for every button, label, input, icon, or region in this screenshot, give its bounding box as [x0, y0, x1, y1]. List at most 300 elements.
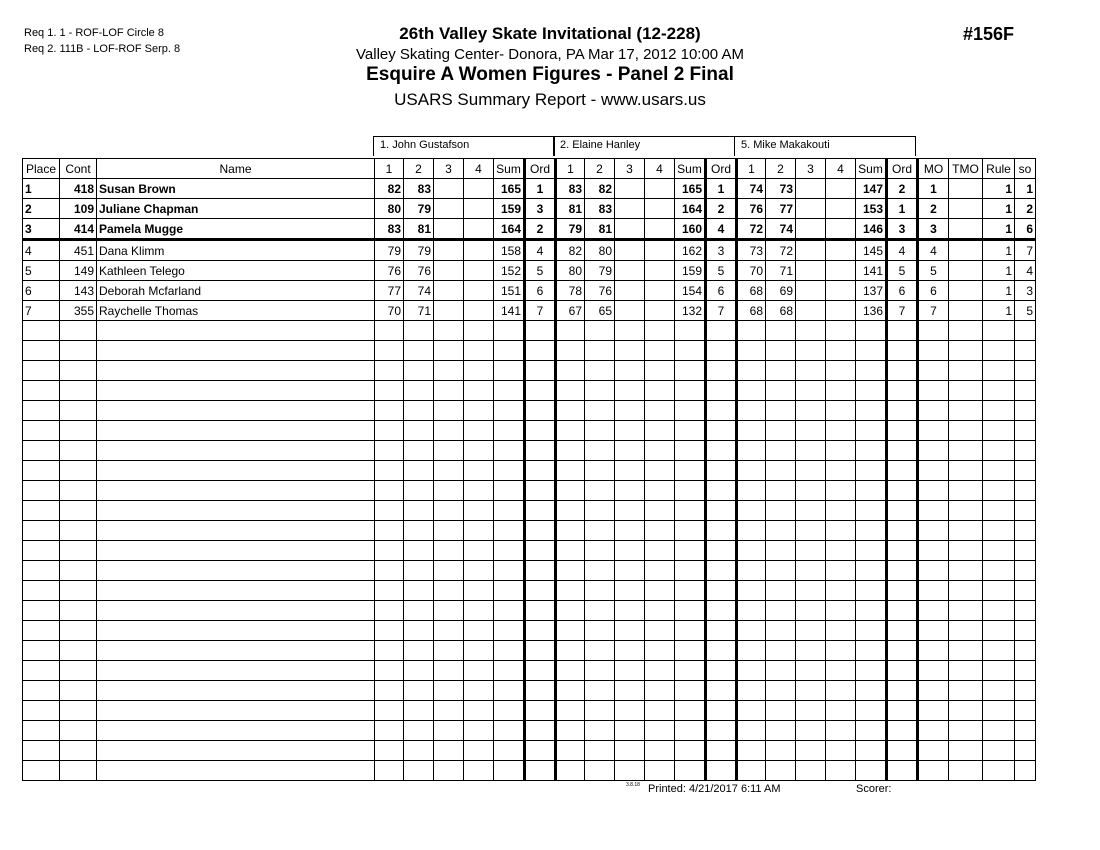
cell-j1-s4 [464, 541, 494, 561]
cell-j3-sum [856, 421, 887, 441]
cell-j3-ord: 6 [887, 281, 918, 301]
cell-j2-s2: 81 [585, 219, 615, 240]
cell-j1-s1: 79 [375, 240, 404, 261]
cell-j2-s2 [585, 601, 615, 621]
cell-j1-s2 [404, 461, 434, 481]
cell-j1-s4 [464, 561, 494, 581]
cell-j2-s3 [615, 741, 645, 761]
cell-j2-s1 [556, 721, 585, 741]
cell-j1-s3 [434, 721, 464, 741]
cell-j2-ord [706, 561, 737, 581]
cell-cont [60, 601, 97, 621]
cell-j2-sum: 159 [675, 261, 706, 281]
cell-name [97, 641, 375, 661]
cell-j1-s3 [434, 461, 464, 481]
cell-j3-sum: 136 [856, 301, 887, 321]
cell-j3-ord [887, 641, 918, 661]
cell-j2-s4 [645, 661, 675, 681]
cell-j1-s3 [434, 561, 464, 581]
cell-j1-s2 [404, 501, 434, 521]
cell-j1-s3 [434, 361, 464, 381]
cell-j3-ord: 4 [887, 240, 918, 261]
cell-mo [918, 761, 949, 781]
cell-j3-sum [856, 561, 887, 581]
cell-j1-s1 [375, 361, 404, 381]
cell-rule: 1 [983, 281, 1015, 301]
cell-j1-s4 [464, 301, 494, 321]
cell-j3-sum [856, 501, 887, 521]
cell-place: 7 [23, 301, 60, 321]
cell-j1-s2 [404, 421, 434, 441]
cell-j1-s2: 83 [404, 179, 434, 199]
cell-j1-s4 [464, 681, 494, 701]
cell-j1-s4 [464, 421, 494, 441]
cell-rule [983, 721, 1015, 741]
cell-rule [983, 661, 1015, 681]
cell-j1-s4 [464, 361, 494, 381]
cell-mo [918, 421, 949, 441]
cell-name [97, 421, 375, 441]
cell-place [23, 361, 60, 381]
cell-j1-ord [525, 581, 556, 601]
cell-j2-s2 [585, 421, 615, 441]
cell-j1-sum [494, 361, 525, 381]
cell-j2-ord [706, 521, 737, 541]
cell-j1-s3 [434, 401, 464, 421]
cell-j3-sum [856, 441, 887, 461]
cell-j1-s3 [434, 521, 464, 541]
cell-j3-s4 [826, 501, 856, 521]
cell-name [97, 761, 375, 781]
cell-rule [983, 421, 1015, 441]
table-row [23, 521, 1036, 541]
cell-j3-s4 [826, 321, 856, 341]
cell-place [23, 641, 60, 661]
cell-j2-sum [675, 721, 706, 741]
col-j3-ord: Ord [887, 159, 918, 179]
cell-j2-ord [706, 641, 737, 661]
cell-j3-s4 [826, 601, 856, 621]
table-row [23, 721, 1036, 741]
cell-j3-ord: 3 [887, 219, 918, 240]
cell-mo [918, 741, 949, 761]
cell-mo [918, 621, 949, 641]
cell-j1-s1 [375, 561, 404, 581]
header-row [23, 159, 1036, 179]
table-row [23, 601, 1036, 621]
cell-rule [983, 361, 1015, 381]
cell-j2-s1 [556, 421, 585, 441]
cell-j1-ord [525, 761, 556, 781]
cell-j3-s4 [826, 441, 856, 461]
cell-j2-s1 [556, 341, 585, 361]
cell-j2-s2 [585, 501, 615, 521]
cell-rule: 1 [983, 179, 1015, 199]
cell-tmo [949, 501, 983, 521]
cell-place [23, 421, 60, 441]
cell-cont: 418 [60, 179, 97, 199]
cell-j1-s1 [375, 401, 404, 421]
cell-name [97, 721, 375, 741]
cell-j3-s4 [826, 381, 856, 401]
cell-j2-s4 [645, 741, 675, 761]
cell-so [1015, 601, 1036, 621]
cell-cont [60, 461, 97, 481]
cell-j1-sum [494, 741, 525, 761]
cell-j2-s3 [615, 721, 645, 741]
cell-j1-sum [494, 561, 525, 581]
cell-cont [60, 421, 97, 441]
table-row [23, 240, 1036, 261]
cell-j2-s4 [645, 199, 675, 219]
cell-j2-ord: 7 [706, 301, 737, 321]
cell-j1-s3 [434, 641, 464, 661]
cell-j3-s2 [766, 401, 796, 421]
cell-j1-sum [494, 701, 525, 721]
cell-rule: 1 [983, 199, 1015, 219]
col-so: so [1015, 159, 1036, 179]
cell-j2-s2 [585, 561, 615, 581]
cell-j1-s3 [434, 481, 464, 501]
cell-j3-s4 [826, 461, 856, 481]
cell-j3-s1: 74 [737, 179, 766, 199]
cell-place [23, 521, 60, 541]
cell-j1-s1 [375, 501, 404, 521]
cell-j3-s3 [796, 341, 826, 361]
cell-j1-ord: 4 [525, 240, 556, 261]
cell-j1-s1 [375, 341, 404, 361]
cell-j3-s2: 68 [766, 301, 796, 321]
cell-j3-ord [887, 321, 918, 341]
cell-j1-sum [494, 641, 525, 661]
cell-j1-s1 [375, 461, 404, 481]
cell-mo: 1 [918, 179, 949, 199]
cell-j2-s4 [645, 761, 675, 781]
cell-j3-s2 [766, 701, 796, 721]
cell-j2-s1 [556, 321, 585, 341]
cell-j1-ord [525, 741, 556, 761]
cell-j3-sum [856, 581, 887, 601]
cell-j3-s3 [796, 361, 826, 381]
table-row [23, 361, 1036, 381]
cell-cont [60, 541, 97, 561]
cell-tmo [949, 341, 983, 361]
cell-j2-s2: 65 [585, 301, 615, 321]
cell-j1-ord [525, 321, 556, 341]
cell-j1-s2 [404, 561, 434, 581]
col-tmo: TMO [949, 159, 983, 179]
cell-j3-s1 [737, 621, 766, 641]
cell-place [23, 541, 60, 561]
cell-j2-s2 [585, 701, 615, 721]
cell-j3-s2 [766, 361, 796, 381]
cell-j1-s4 [464, 521, 494, 541]
cell-j1-sum [494, 581, 525, 601]
cell-j2-sum [675, 641, 706, 661]
cell-cont: 109 [60, 199, 97, 219]
cell-tmo [949, 581, 983, 601]
cell-j2-s3 [615, 321, 645, 341]
cell-place [23, 681, 60, 701]
cell-j2-s1: 78 [556, 281, 585, 301]
col-j3-sum: Sum [856, 159, 887, 179]
cell-j3-s1 [737, 321, 766, 341]
cell-j1-s3 [434, 321, 464, 341]
cell-rule: 1 [983, 240, 1015, 261]
cell-j3-s2 [766, 321, 796, 341]
cell-tmo [949, 381, 983, 401]
cell-j2-s2: 83 [585, 199, 615, 219]
cell-j2-s2 [585, 581, 615, 601]
cell-j2-s1 [556, 661, 585, 681]
cell-place [23, 701, 60, 721]
cell-j2-ord: 6 [706, 281, 737, 301]
cell-j2-sum [675, 741, 706, 761]
cell-j2-ord [706, 601, 737, 621]
cell-j1-s1 [375, 741, 404, 761]
cell-mo: 5 [918, 261, 949, 281]
cell-rule [983, 581, 1015, 601]
cell-j3-s2 [766, 521, 796, 541]
cell-cont [60, 361, 97, 381]
col-j1-s1: 1 [375, 159, 404, 179]
cell-j3-sum [856, 721, 887, 741]
cell-j1-s1: 83 [375, 219, 404, 240]
cell-rule: 1 [983, 301, 1015, 321]
cell-cont [60, 481, 97, 501]
cell-j1-s3 [434, 581, 464, 601]
cell-j3-s3 [796, 401, 826, 421]
cell-so [1015, 561, 1036, 581]
cell-j2-s4 [645, 321, 675, 341]
cell-j2-s3 [615, 301, 645, 321]
table-row [23, 461, 1036, 481]
cell-j1-ord [525, 541, 556, 561]
cell-j3-sum [856, 601, 887, 621]
cell-j3-s2 [766, 381, 796, 401]
cell-j1-s2 [404, 621, 434, 641]
cell-tmo [949, 199, 983, 219]
cell-j2-sum: 132 [675, 301, 706, 321]
cell-j3-s4 [826, 240, 856, 261]
cell-j3-s3 [796, 441, 826, 461]
cell-so [1015, 361, 1036, 381]
col-j1-s3: 3 [434, 159, 464, 179]
table-row [23, 179, 1036, 199]
cell-j1-ord [525, 561, 556, 581]
cell-j1-s3 [434, 219, 464, 240]
cell-j1-ord [525, 621, 556, 641]
cell-mo [918, 701, 949, 721]
cell-j3-s4 [826, 361, 856, 381]
cell-j1-s2 [404, 721, 434, 741]
cell-j3-s1 [737, 581, 766, 601]
cell-j2-s4 [645, 621, 675, 641]
cell-place [23, 721, 60, 741]
cell-j2-s2 [585, 461, 615, 481]
cell-j1-s2 [404, 701, 434, 721]
cell-j1-s3 [434, 441, 464, 461]
cell-j2-s2 [585, 681, 615, 701]
cell-j3-s1 [737, 361, 766, 381]
cell-j1-s4 [464, 199, 494, 219]
cell-j1-s1 [375, 481, 404, 501]
cell-cont: 149 [60, 261, 97, 281]
cell-j3-s1 [737, 401, 766, 421]
cell-j3-s4 [826, 621, 856, 641]
cell-j3-s2 [766, 741, 796, 761]
cell-j3-ord [887, 761, 918, 781]
col-place: Place [23, 159, 60, 179]
cell-j3-s1 [737, 561, 766, 581]
cell-tmo [949, 219, 983, 240]
cell-name: Raychelle Thomas [97, 301, 375, 321]
table-row [23, 701, 1036, 721]
requirement-1: Req 1. 1 - ROF-LOF Circle 8 [24, 27, 164, 39]
cell-j1-s1 [375, 761, 404, 781]
cell-name: Deborah Mcfarland [97, 281, 375, 301]
cell-j2-s2: 80 [585, 240, 615, 261]
cell-j3-s4 [826, 281, 856, 301]
cell-j1-s4 [464, 641, 494, 661]
cell-j1-s1: 82 [375, 179, 404, 199]
cell-tmo [949, 261, 983, 281]
cell-mo [918, 521, 949, 541]
cell-j1-ord [525, 701, 556, 721]
cell-j3-s2: 74 [766, 219, 796, 240]
cell-mo [918, 601, 949, 621]
cell-j2-s3 [615, 761, 645, 781]
cell-j2-ord [706, 421, 737, 441]
cell-j2-s2 [585, 661, 615, 681]
cell-j2-s1 [556, 601, 585, 621]
cell-rule [983, 681, 1015, 701]
cell-rule [983, 701, 1015, 721]
software-version: 3.8.18 [626, 782, 640, 788]
cell-j2-sum [675, 401, 706, 421]
cell-so [1015, 641, 1036, 661]
cell-place [23, 441, 60, 461]
cell-mo [918, 721, 949, 741]
cell-name: Dana Klimm [97, 240, 375, 261]
cell-j2-s1: 79 [556, 219, 585, 240]
cell-name [97, 741, 375, 761]
cell-j3-s4 [826, 561, 856, 581]
cell-j2-s4 [645, 281, 675, 301]
table-row [23, 381, 1036, 401]
cell-j2-s1 [556, 581, 585, 601]
cell-j2-s4 [645, 341, 675, 361]
cell-place [23, 601, 60, 621]
cell-tmo [949, 701, 983, 721]
cell-j3-ord [887, 341, 918, 361]
cell-rule [983, 741, 1015, 761]
cell-j1-s2 [404, 341, 434, 361]
cell-j1-sum [494, 521, 525, 541]
cell-j3-ord [887, 661, 918, 681]
cell-j1-s4 [464, 461, 494, 481]
cell-j1-s1 [375, 521, 404, 541]
cell-mo [918, 641, 949, 661]
cell-j1-s3 [434, 501, 464, 521]
cell-so [1015, 521, 1036, 541]
cell-j3-s1 [737, 681, 766, 701]
cell-j1-s4 [464, 481, 494, 501]
table-row [23, 741, 1036, 761]
cell-j2-s3 [615, 561, 645, 581]
cell-j2-sum: 154 [675, 281, 706, 301]
cell-j2-s3 [615, 481, 645, 501]
cell-j2-s2: 76 [585, 281, 615, 301]
cell-j1-s3 [434, 621, 464, 641]
cell-place [23, 321, 60, 341]
cell-place: 1 [23, 179, 60, 199]
cell-j3-s4 [826, 421, 856, 441]
cell-j3-s4 [826, 261, 856, 281]
table-row [23, 761, 1036, 781]
venue-line: Valley Skating Center- Donora, PA Mar 17, 2012 10:00 AM [356, 46, 744, 63]
judge-header-3: 5. Mike Makakouti [734, 136, 916, 156]
cell-j2-ord [706, 441, 737, 461]
cell-so [1015, 721, 1036, 741]
cell-j3-s1 [737, 501, 766, 521]
cell-j2-ord [706, 401, 737, 421]
cell-j1-ord [525, 661, 556, 681]
cell-j2-s3 [615, 461, 645, 481]
cell-j1-ord [525, 501, 556, 521]
cell-cont [60, 441, 97, 461]
cell-so [1015, 421, 1036, 441]
cell-j2-s2 [585, 481, 615, 501]
cell-j1-s1: 80 [375, 199, 404, 219]
cell-j2-sum: 165 [675, 179, 706, 199]
cell-j1-s3 [434, 301, 464, 321]
cell-j2-s4 [645, 240, 675, 261]
cell-j1-s3 [434, 240, 464, 261]
cell-j3-sum [856, 701, 887, 721]
cell-so [1015, 761, 1036, 781]
scorer-label: Scorer: [856, 783, 892, 795]
cell-j3-s3 [796, 381, 826, 401]
cell-cont: 451 [60, 240, 97, 261]
cell-so [1015, 681, 1036, 701]
cell-j2-s2 [585, 401, 615, 421]
cell-j3-sum [856, 641, 887, 661]
cell-j1-sum [494, 541, 525, 561]
cell-rule [983, 401, 1015, 421]
cell-j3-sum [856, 521, 887, 541]
cell-cont [60, 621, 97, 641]
cell-j3-s3 [796, 661, 826, 681]
cell-j2-s4 [645, 721, 675, 741]
cell-j3-s4 [826, 681, 856, 701]
cell-j1-s3 [434, 179, 464, 199]
cell-mo [918, 681, 949, 701]
cell-j3-sum [856, 401, 887, 421]
cell-rule [983, 561, 1015, 581]
cell-j1-ord: 6 [525, 281, 556, 301]
report-title: USARS Summary Report - www.usars.us [394, 90, 706, 109]
cell-j1-sum [494, 401, 525, 421]
cell-so: 3 [1015, 281, 1036, 301]
cell-mo [918, 541, 949, 561]
cell-j3-s1 [737, 541, 766, 561]
cell-j2-s3 [615, 661, 645, 681]
cell-j1-s3 [434, 761, 464, 781]
cell-j2-s4 [645, 261, 675, 281]
cell-j1-s2 [404, 541, 434, 561]
cell-j1-s2: 81 [404, 219, 434, 240]
